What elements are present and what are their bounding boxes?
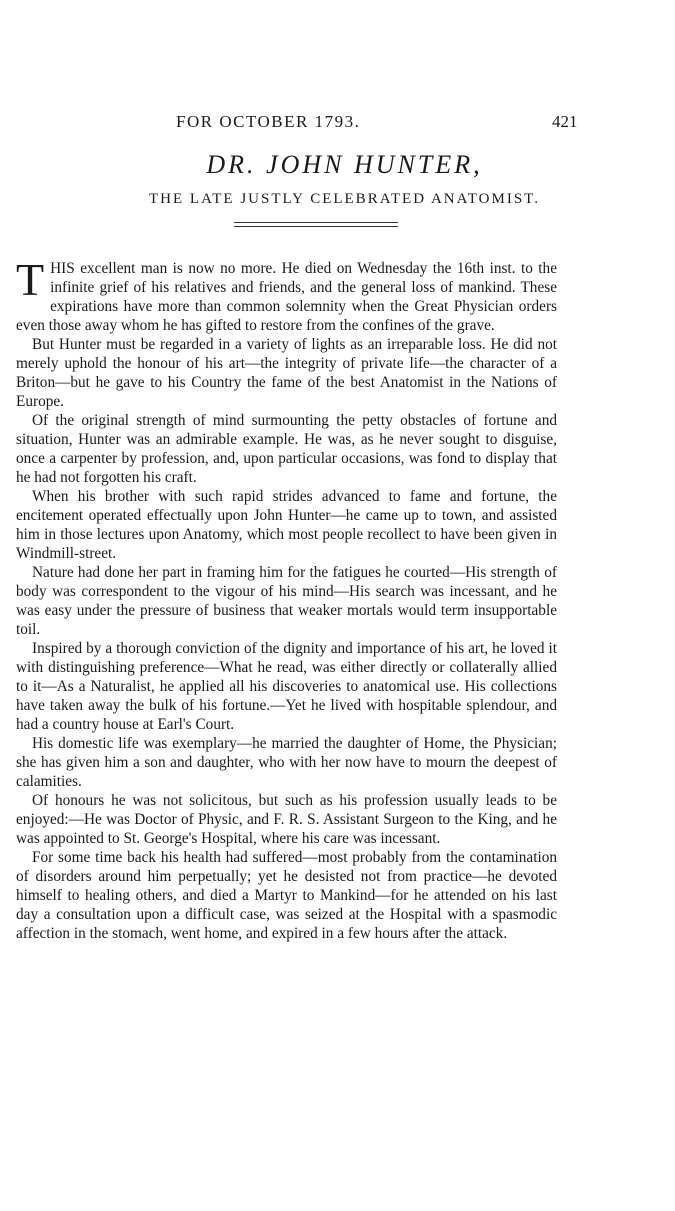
- drop-cap: T: [16, 254, 45, 305]
- paragraph: Of honours he was not solicitous, but such as his profession usually leads to be enjoyed:—He was Doctor of Physic, and F. R. S. Assistant Surgeon to the King, and he was appointed to St. George's Hospital, where his care was incessant.: [16, 792, 557, 847]
- running-title: FOR OCTOBER 1793.: [176, 112, 361, 131]
- article-title: DR. JOHN HUNTER,: [206, 150, 483, 179]
- paragraph-text: HIS excellent man is now no more. He died on Wednesday the 16th inst. to the infinite grief of his relatives and friends, and the general loss of mankind. These expirations have more than common solemnity when the Great Physician orders even those away whom he has gifted to restore from the confines of the grave.: [16, 260, 557, 334]
- paragraph: For some time back his health had suffered—most probably from the contamination of disorders around him perpetually; yet he desisted not from practice—he devoted himself to healing others, and died a Martyr to Mankind—for he attended on his last day a consultation upon a difficult case, was seized at the Hospital with a spasmodic affection in the stomach, went home, and expired in a few hours after the attack.: [16, 849, 557, 942]
- paragraph: Inspired by a thorough conviction of the dignity and importance of his art, he loved it with distinguishing preference—What he read, was either directly or collaterally allied to it—As a Naturalist, he applied all his discoveries to anatomical use. His collections have taken away the bulk of his fortune.—Yet he lived with hospitable splendour, and had a country house at Earl's Court.: [16, 640, 557, 733]
- paragraph: When his brother with such rapid strides advanced to fame and fortune, the encitement operated effectually upon John Hunter—he came up to town, and assisted him in those lectures upon Anatomy, which most people recollect to have been given in Windmill-street.: [16, 488, 557, 562]
- paragraph: Of the original strength of mind surmounting the petty obstacles of fortune and situation, Hunter was an admirable example. He was, as he never sought to disguise, once a carpenter by profession, and, upon particular occasions, was fond to display that he had not forgotten his craft.: [16, 412, 557, 486]
- paragraph: But Hunter must be regarded in a variety of lights as an irreparable loss. He did not merely uphold the honour of his art—the integrity of private life—the character of a Briton—but he gave to his Country the fame of the best Anatomist in the Nations of Europe.: [16, 336, 557, 410]
- running-head: [0, 112, 675, 138]
- article-subtitle: THE LATE JUSTLY CELEBRATED ANATOMIST.: [149, 191, 540, 207]
- title-rule-bottom: [234, 226, 398, 227]
- paragraph: [16, 254, 557, 335]
- paragraph: Nature had done her part in framing him for the fatigues he courted—His strength of body was correspondent to the vigour of his mind—His search was incessant, and he was easy under the pressure of business that weaker mortals would term insupportable toil.: [16, 564, 557, 638]
- page-number: 421: [552, 112, 578, 131]
- paragraph: His domestic life was exemplary—he married the daughter of Home, the Physician; she has given him a son and daughter, who with her now have to mourn the deepest of calamities.: [16, 735, 557, 790]
- title-rule-top: [234, 222, 398, 223]
- article-body: [16, 254, 557, 943]
